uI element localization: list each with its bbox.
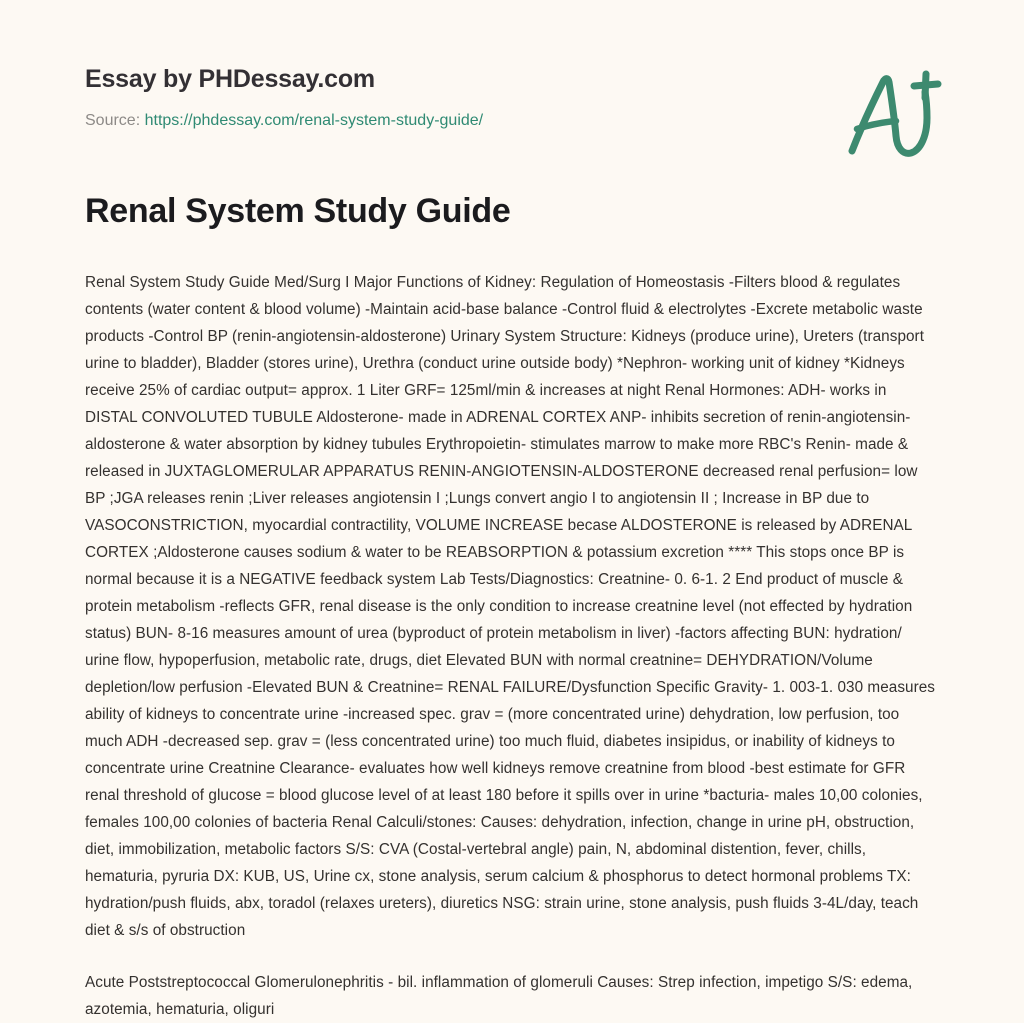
page-header [85, 0, 939, 131]
source-url-link[interactable]: https://phdessay.com/renal-system-study-guide/ [144, 111, 484, 129]
paragraph: Renal System Study Guide Med/Surg I Major Functions of Kidney: Regulation of Homeostasis -Filters blood & regulates contents (water content & blood volume) -Maintain acid-base balance -Control fluid & electrolytes -Excrete metabolic waste products -Control BP (renin-angiotensin-aldosterone) Urinary System Structure: Kidneys (produce urine), Ureters (transport urine to bladder), Bladder (stores urine), Urethra (conduct urine outside body) *Nephron- working unit of kidney *Kidneys receive 25% of cardiac output= approx. 1 Liter GRF= 125ml/min & increases at night Renal Hormones: ADH- works in DISTAL CONVOLUTED TUBULE Aldosterone- made in ADRENAL CORTEX ANP- inhibits secretion of renin-angiotensin-aldosterone & water absorption by kidney tubules Erythropoietin- stimulates marrow to make more RBC's Renin- made & released in JUXTAGLOMERULAR APPARATUS RENIN-ANGIOTENSIN-ALDOSTERONE decreased renal perfusion= low BP ;JGA releases renin ;Liver releases angiotensin I ;Lungs convert angio I to angiotensin II ; Increase in BP due to VASOCONSTRICTION, myocardial contractility, VOLUME INCREASE becase ALDOSTERONE is released by ADRENAL CORTEX ;Aldosterone causes sodium & water to be REABSORPTION & potassium excretion **** This stops once BP is normal because it is a NEGATIVE feedback system Lab Tests/Diagnostics: Creatnine- 0. 6-1. 2 End product of muscle & protein metabolism -reflects GFR, renal disease is the only condition to increase creatnine level (not effected by hydration status) BUN- 8-16 measures amount of urea (byproduct of protein metabolism in liver) -factors affecting BUN: hydration/ urine flow, hypoperfusion, metabolic rate, drugs, diet Elevated BUN with normal creatnine= DEHYDRATION/Volume depletion/low perfusion -Elevated BUN & Creatnine= RENAL FAILURE/Dysfunction Specific Gravity- 1. 003-1. 030 measures ability of kidneys to concentrate urine -increased spec. grav = (more concentrated urine) dehydration, low perfusion, too much ADH -decreased sep. grav = (less concentrated urine) too much fluid, diabetes insipidus, or inability of kidneys to concentrate urine Creatnine Clearance- evaluates how well kidneys remove creatnine from blood -best estimate for GFR renal threshold of glucose = blood glucose level of at least 180 before it spills over in urine *bacturia- males 10,00 colonies, females 100,00 colonies of bacteria Renal Calculi/stones: Causes: dehydration, infection, change in urine pH, obstruction, diet, immobilization, metabolic factors S/S: CVA (Costal-vertebral angle) pain, N, abdominal distention, fever, chills, hematuria, pyruria DX: KUB, US, Urine cx, stone analysis, serum calcium & phosphorus to detect hormonal problems TX: hydration/push fluids, abx, toradol (relaxes ureters), diuretics NSG: strain urine, stone analysis, push fluids 3-4L/day, teach diet & s/s of obstruction [85, 274, 935, 940]
paragraph: Acute Poststreptococcal Glomerulonephritis - bil. inflammation of glomeruli Causes: Strep infection, impetigo S/S: edema, azotemia, hematuria, oliguri [85, 974, 913, 1019]
source-label: Source: [85, 111, 141, 129]
essay-body [85, 232, 939, 1023]
source-line [85, 111, 939, 132]
page-title: Renal System Study Guide [85, 192, 511, 231]
brand-title: Essay by PHDessay.com [85, 65, 375, 93]
a-plus-logo-icon [839, 58, 949, 168]
